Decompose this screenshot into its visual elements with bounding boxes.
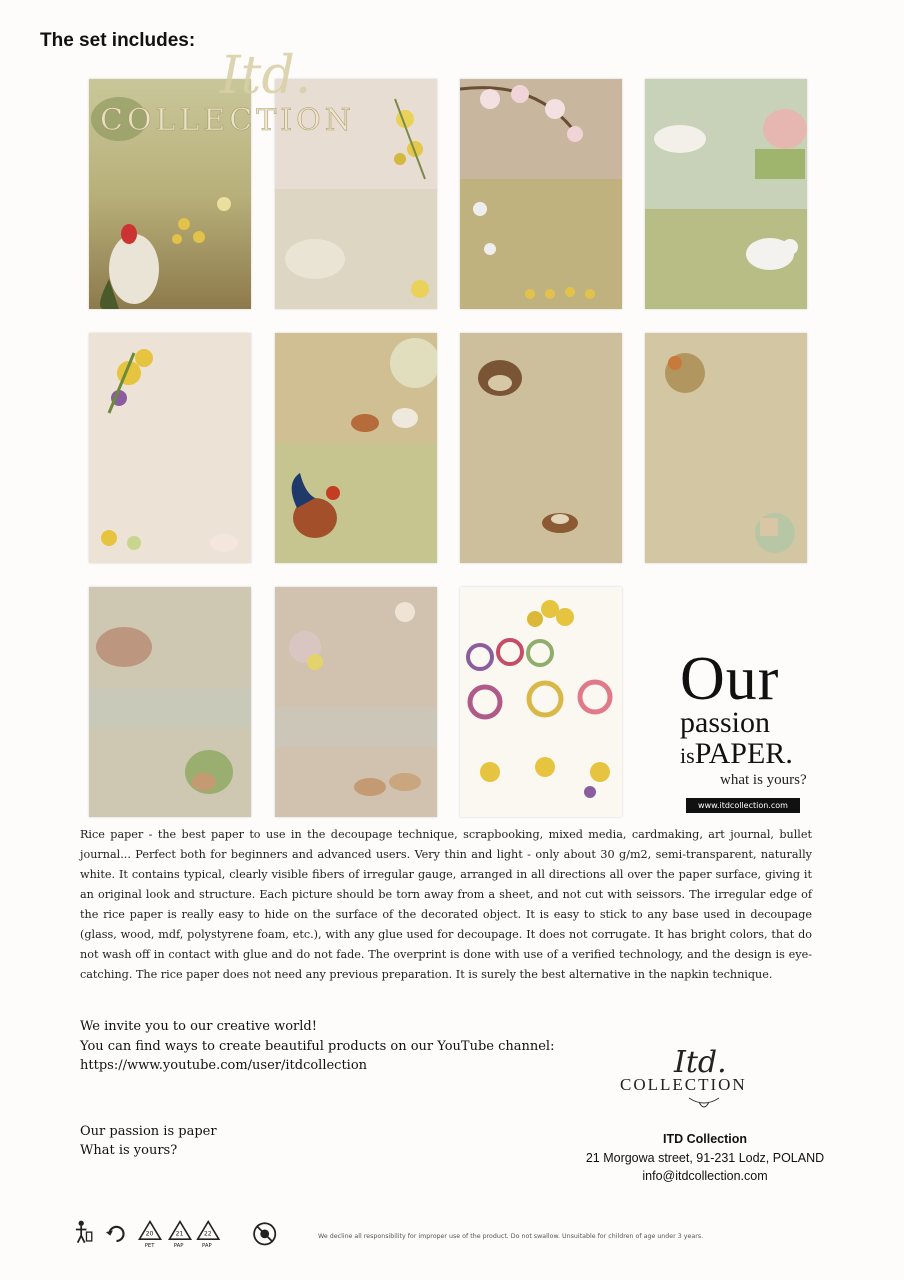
village-landscape-illustration xyxy=(89,587,251,817)
daffodil-corner-illustration xyxy=(89,333,251,563)
recycling-pet-icon xyxy=(139,1222,160,1248)
svg-text:COLLECTION: COLLECTION xyxy=(620,1075,747,1094)
slogan-question: what is yours? xyxy=(720,772,807,788)
motto-line-1: Our passion is paper xyxy=(80,1124,217,1139)
motto-line-2: What is yours? xyxy=(80,1143,178,1158)
svg-text:Itd.: Itd. xyxy=(220,46,312,106)
sheet-6 xyxy=(275,333,437,563)
wreaths-bouquets-illustration xyxy=(460,587,622,817)
slogan-dot: . xyxy=(785,737,793,770)
recycling-pap-icon xyxy=(169,1222,190,1248)
sheet-7 xyxy=(460,333,622,563)
youtube-link[interactable]: https://www.youtube.com/user/itdcollection xyxy=(80,1058,368,1073)
passion-slogan xyxy=(680,645,820,789)
svg-text:20: 20 xyxy=(145,1230,154,1238)
sheet-4 xyxy=(645,79,807,309)
svg-text:21: 21 xyxy=(175,1230,184,1238)
itd-collection-logo xyxy=(614,1042,794,1122)
not-for-children-icon xyxy=(254,1223,275,1244)
cottage-garden-illustration xyxy=(645,333,807,563)
company-address: 21 Morgowa street, 91-231 Lodz, POLAND xyxy=(585,1150,825,1165)
company-email[interactable]: info@itdcollection.com xyxy=(642,1169,768,1183)
svg-text:PAP: PAP xyxy=(173,1243,184,1248)
sheet-8 xyxy=(645,333,807,563)
product-description: Rice paper - the best paper to use in the decoupage technique, scrapbooking, mixed media, cardmaking, art journal, bullet journal... Perfect both for beginners and advanced users. Very thin and light - only about 30 g/m2, semi-transparent, naturally white. It contains typical, clearly visible fibers of irregular gauge, arranged in all directions all over the paper surface, giving it an original look and structure. Each picture should be torn away from a sheet, and not cut with seissors. The irregular edge of the rice paper is really easy to hide on the surface of the decorated object. It is easy to stick to any base used in decoupage (glass, wood, mdf, polystyrene foam, etc.), with any glue used for decoupage. It does not corrugate. It has bright colors, that do not wash off in contact with glue and do not fade. The overprint is done with use of a verified technology, and the design is eye-catching. The rice paper does not need any previous preparation. It is surely the best alternative in the napkin technique. xyxy=(80,828,812,981)
slogan-passion: passion xyxy=(680,706,770,739)
svg-text:Itd.: Itd. xyxy=(674,1045,727,1080)
slogan-is-paper xyxy=(680,738,820,772)
blossom-branch-illustration xyxy=(460,79,622,309)
slogan-is: is xyxy=(680,743,695,768)
svg-text:COLLECTION: COLLECTION xyxy=(100,103,355,138)
svg-text:22: 22 xyxy=(203,1230,212,1238)
sheet-11 xyxy=(460,587,622,817)
sheet-9 xyxy=(89,587,251,817)
safety-disclaimer: We decline all responsibility for improper use of the product. Do not swallow. Unsuitable for children of age under 3 years. xyxy=(318,1233,704,1240)
itd-collection-logo-overlay xyxy=(90,38,430,148)
svg-text:PET: PET xyxy=(144,1243,155,1248)
lambs-meadow-illustration xyxy=(645,79,807,309)
sheet-5 xyxy=(89,333,251,563)
sheet-10 xyxy=(275,587,437,817)
tidyman-icon xyxy=(76,1221,92,1243)
packaging-icons xyxy=(60,1218,300,1248)
recycle-arrow-icon xyxy=(106,1227,124,1241)
sheet-3 xyxy=(460,79,622,309)
set-includes-heading: The set includes: xyxy=(40,30,196,51)
svg-text:PAP: PAP xyxy=(202,1243,212,1248)
recycling-pap-icon-2 xyxy=(198,1222,219,1248)
company-name: ITD Collection xyxy=(662,1132,748,1146)
rooster-hens-illustration xyxy=(275,333,437,563)
website-url-badge[interactable]: www.itdcollection.com xyxy=(686,798,800,813)
company-info xyxy=(580,1130,830,1186)
invite-line-2: You can find ways to create beautiful products on our YouTube channel: xyxy=(80,1038,555,1054)
invite-line-1: We invite you to our creative world! xyxy=(80,1019,317,1034)
motto-block xyxy=(80,1122,217,1160)
ducks-flowers-illustration xyxy=(275,587,437,817)
bird-nest-illustration xyxy=(460,333,622,563)
slogan-paper: PAPER xyxy=(694,737,786,770)
slogan-our: Our xyxy=(680,645,780,713)
invite-block xyxy=(80,1017,600,1076)
